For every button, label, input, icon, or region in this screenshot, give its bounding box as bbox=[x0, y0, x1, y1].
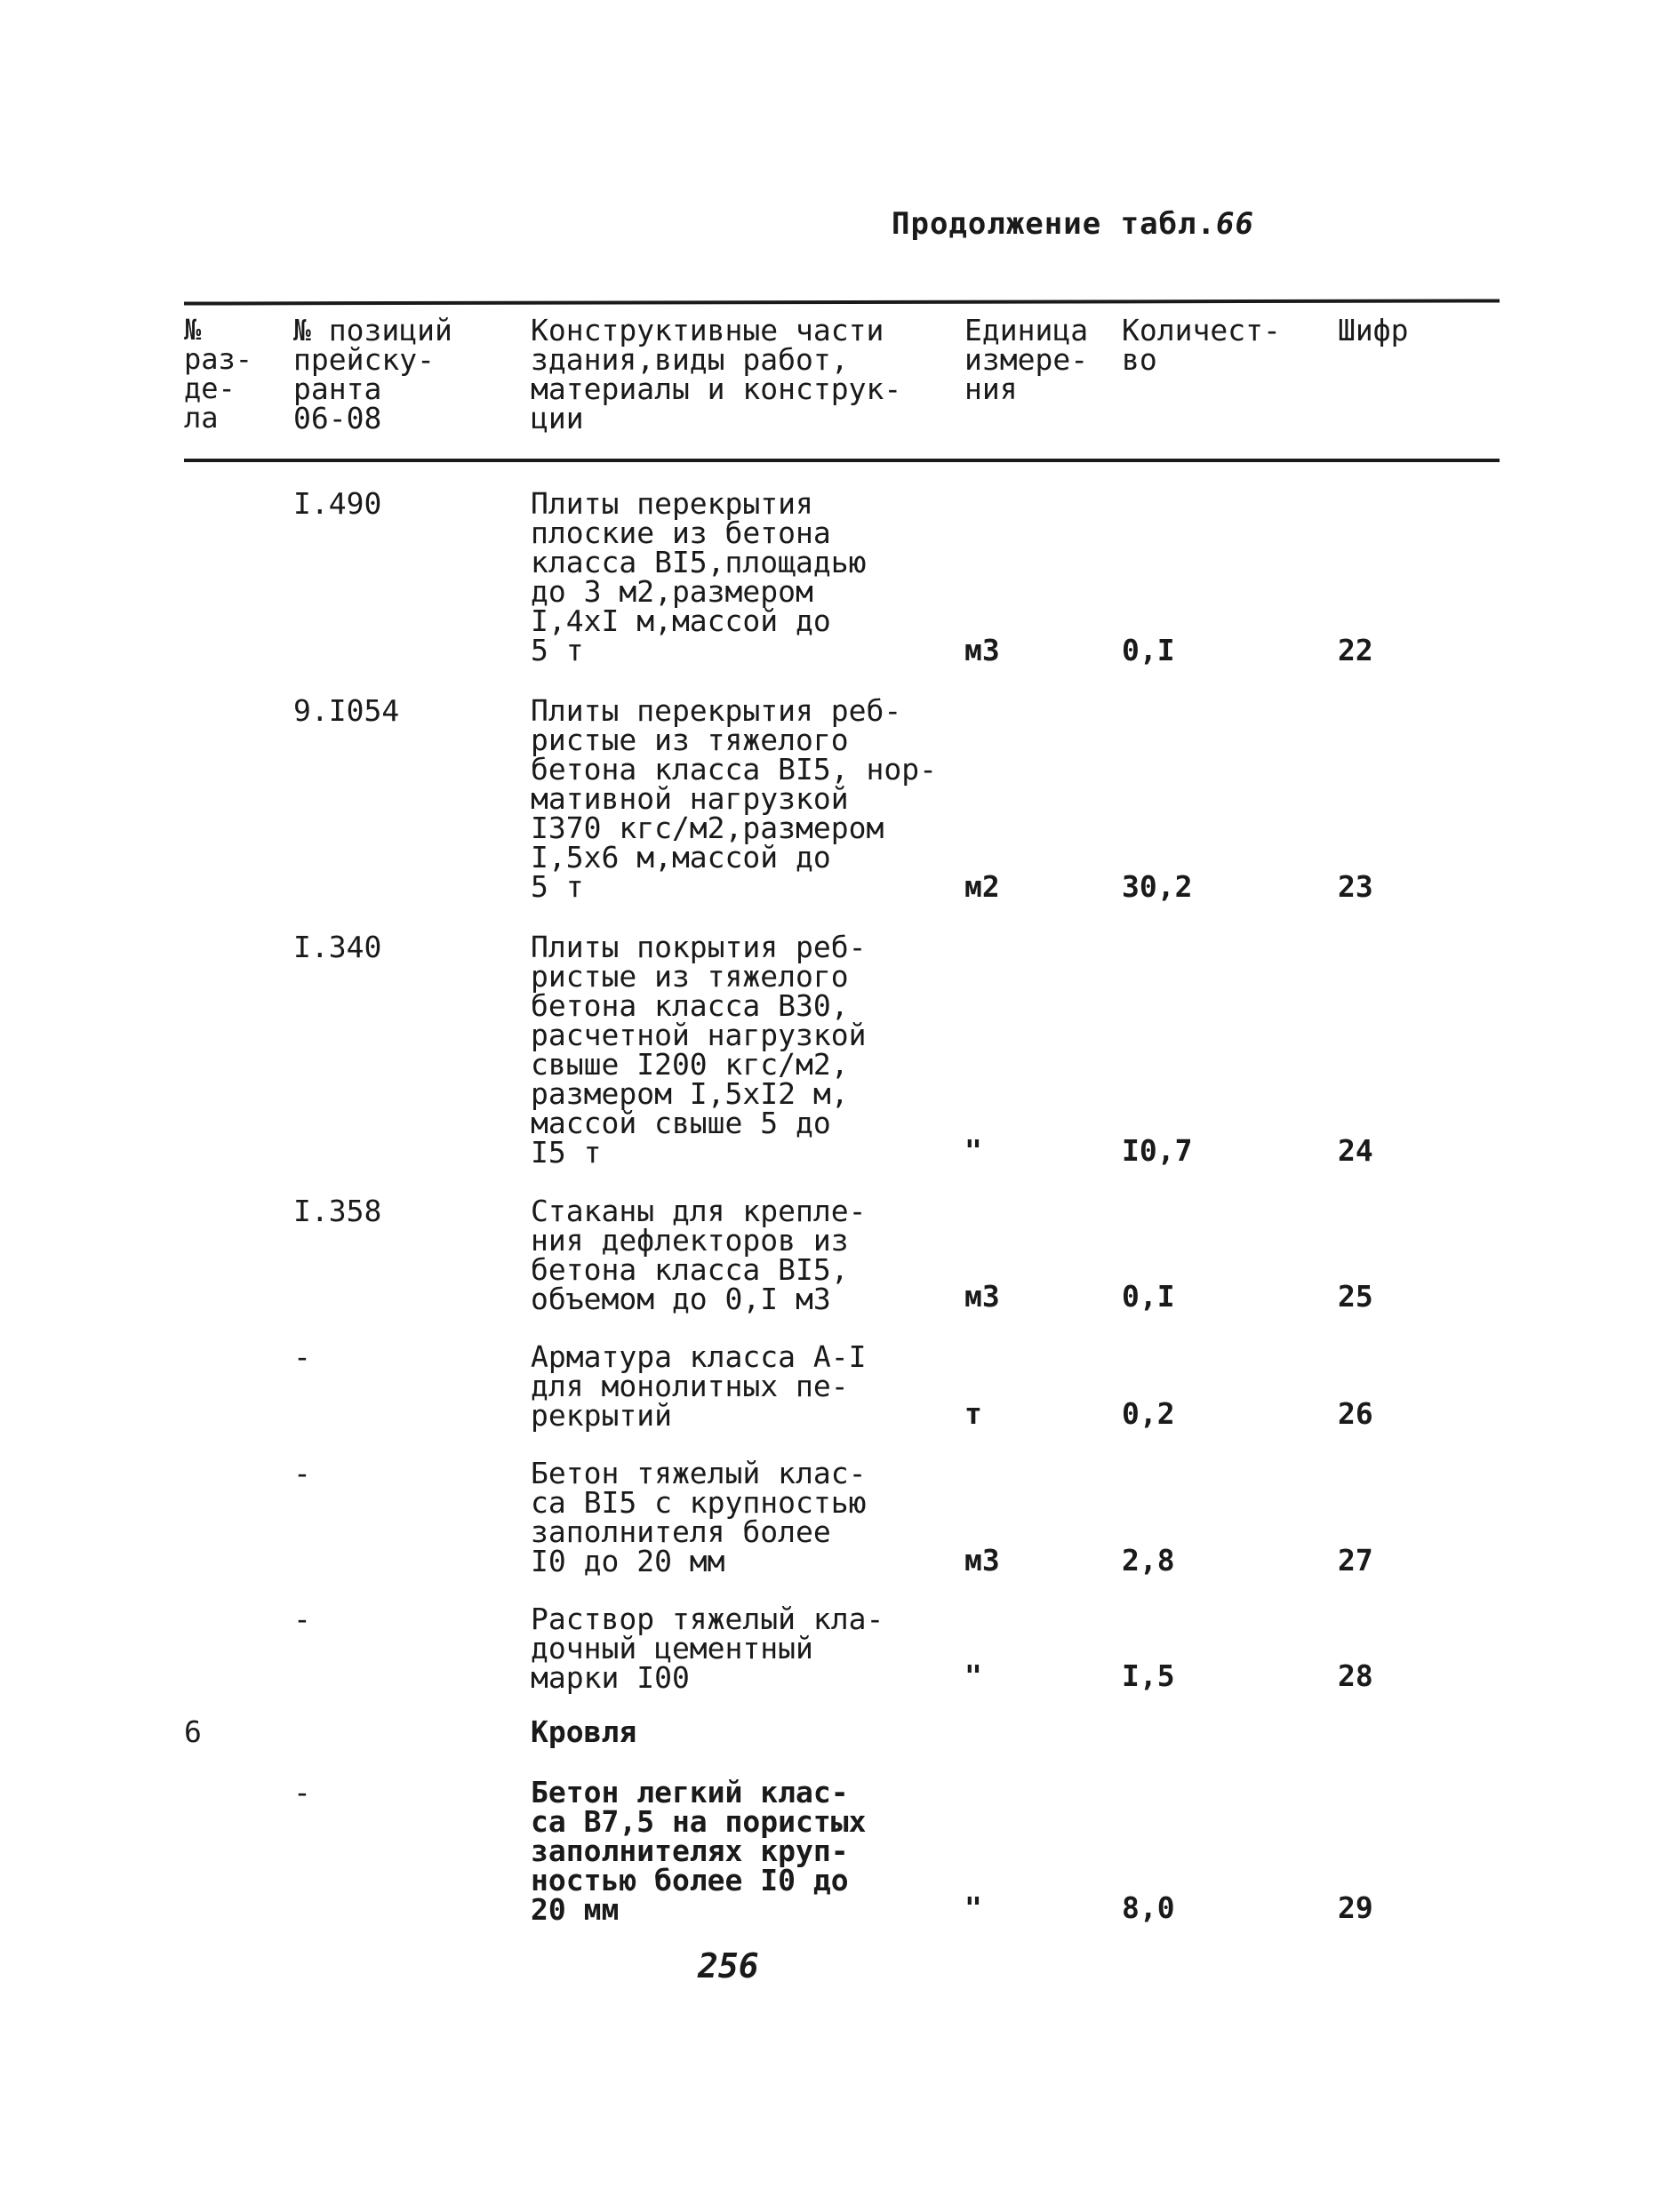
row-description: Плиты перекрытия плоские из бетона класса BI5,площадью до 3 м2,размером I,4xI м,массой до 5 т bbox=[531, 486, 867, 667]
table-continuation-caption bbox=[892, 206, 1254, 242]
row-unit: т bbox=[964, 1396, 982, 1431]
table-top-rule bbox=[184, 299, 1500, 305]
row-position: 9.I054 bbox=[293, 693, 400, 728]
row-code: 24 bbox=[1338, 1133, 1373, 1168]
row-quantity: I0,7 bbox=[1122, 1133, 1193, 1168]
row-quantity: 0,I bbox=[1122, 1279, 1175, 1314]
row-code: 22 bbox=[1338, 633, 1373, 667]
row-quantity: 0,2 bbox=[1122, 1396, 1175, 1431]
row-description: Арматура класса A-I для монолитных пе- рекрытий bbox=[531, 1339, 867, 1433]
row-code: 23 bbox=[1338, 869, 1373, 904]
header-price-list-position: № позиций прейску- ранта 06-08 bbox=[293, 313, 452, 435]
row-unit: м3 bbox=[964, 1543, 1000, 1578]
row-position: - bbox=[293, 1602, 311, 1636]
header-quantity: Количест- во bbox=[1122, 313, 1281, 377]
row-position: I.490 bbox=[293, 486, 382, 521]
page-number: 256 bbox=[698, 1946, 759, 1985]
row-description: Бетон легкий клас- са B7,5 на пористых заполнителях круп- ностью более I0 до 20 мм bbox=[531, 1775, 867, 1927]
continuation-label: Продолжение табл. bbox=[892, 206, 1216, 242]
row-unit: м3 bbox=[964, 1279, 1000, 1314]
row-unit: " bbox=[964, 1890, 982, 1925]
row-description: Раствор тяжелый кла- дочный цементный марки I00 bbox=[531, 1602, 884, 1695]
header-description: Конструктивные части здания,виды работ, материалы и конструк- ции bbox=[531, 313, 902, 435]
row-quantity: 8,0 bbox=[1122, 1890, 1175, 1925]
row-quantity: 0,I bbox=[1122, 633, 1175, 667]
row-quantity: 30,2 bbox=[1122, 869, 1193, 904]
row-code: 25 bbox=[1338, 1279, 1373, 1314]
row-code: 27 bbox=[1338, 1543, 1373, 1578]
row-description: Стаканы для крепле- ния дефлекторов из бетона класса BI5, объемом до 0,I м3 bbox=[531, 1194, 867, 1316]
header-unit: Единица измере- ния bbox=[964, 313, 1089, 406]
row-quantity: I,5 bbox=[1122, 1658, 1175, 1693]
row-position: I.340 bbox=[293, 930, 382, 964]
row-section-number: 6 bbox=[184, 1714, 202, 1749]
header-code: Шифр bbox=[1338, 313, 1409, 348]
row-description: Бетон тяжелый клас- са BI5 с крупностью заполнителя более I0 до 20 мм bbox=[531, 1456, 867, 1578]
table-number: 66 bbox=[1216, 206, 1254, 242]
row-unit: " bbox=[964, 1133, 982, 1168]
row-unit: " bbox=[964, 1658, 982, 1693]
row-section-title: Кровля bbox=[531, 1714, 637, 1749]
row-quantity: 2,8 bbox=[1122, 1543, 1175, 1578]
row-code: 26 bbox=[1338, 1396, 1373, 1431]
row-position: I.358 bbox=[293, 1194, 382, 1228]
row-code: 28 bbox=[1338, 1658, 1373, 1693]
row-position: - bbox=[293, 1339, 311, 1374]
table-header-rule bbox=[184, 459, 1500, 462]
row-unit: м3 bbox=[964, 633, 1000, 667]
row-description: Плиты покрытия реб- ристые из тяжелого бетона класса B30, расчетной нагрузкой свыше I200 кгс/м2, размером I,5xI2 м, массой свыше 5 до I5 т bbox=[531, 930, 867, 1170]
row-position: - bbox=[293, 1456, 311, 1490]
row-unit: м2 bbox=[964, 869, 1000, 904]
header-section-number: № раз- де- ла bbox=[184, 313, 253, 435]
row-code: 29 bbox=[1338, 1890, 1373, 1925]
row-description: Плиты перекрытия реб- ристые из тяжелого бетона класса BI5, нор- мативной нагрузкой I370 кгс/м2,размером I,5x6 м,массой до 5 т bbox=[531, 693, 937, 904]
row-position: - bbox=[293, 1775, 311, 1810]
